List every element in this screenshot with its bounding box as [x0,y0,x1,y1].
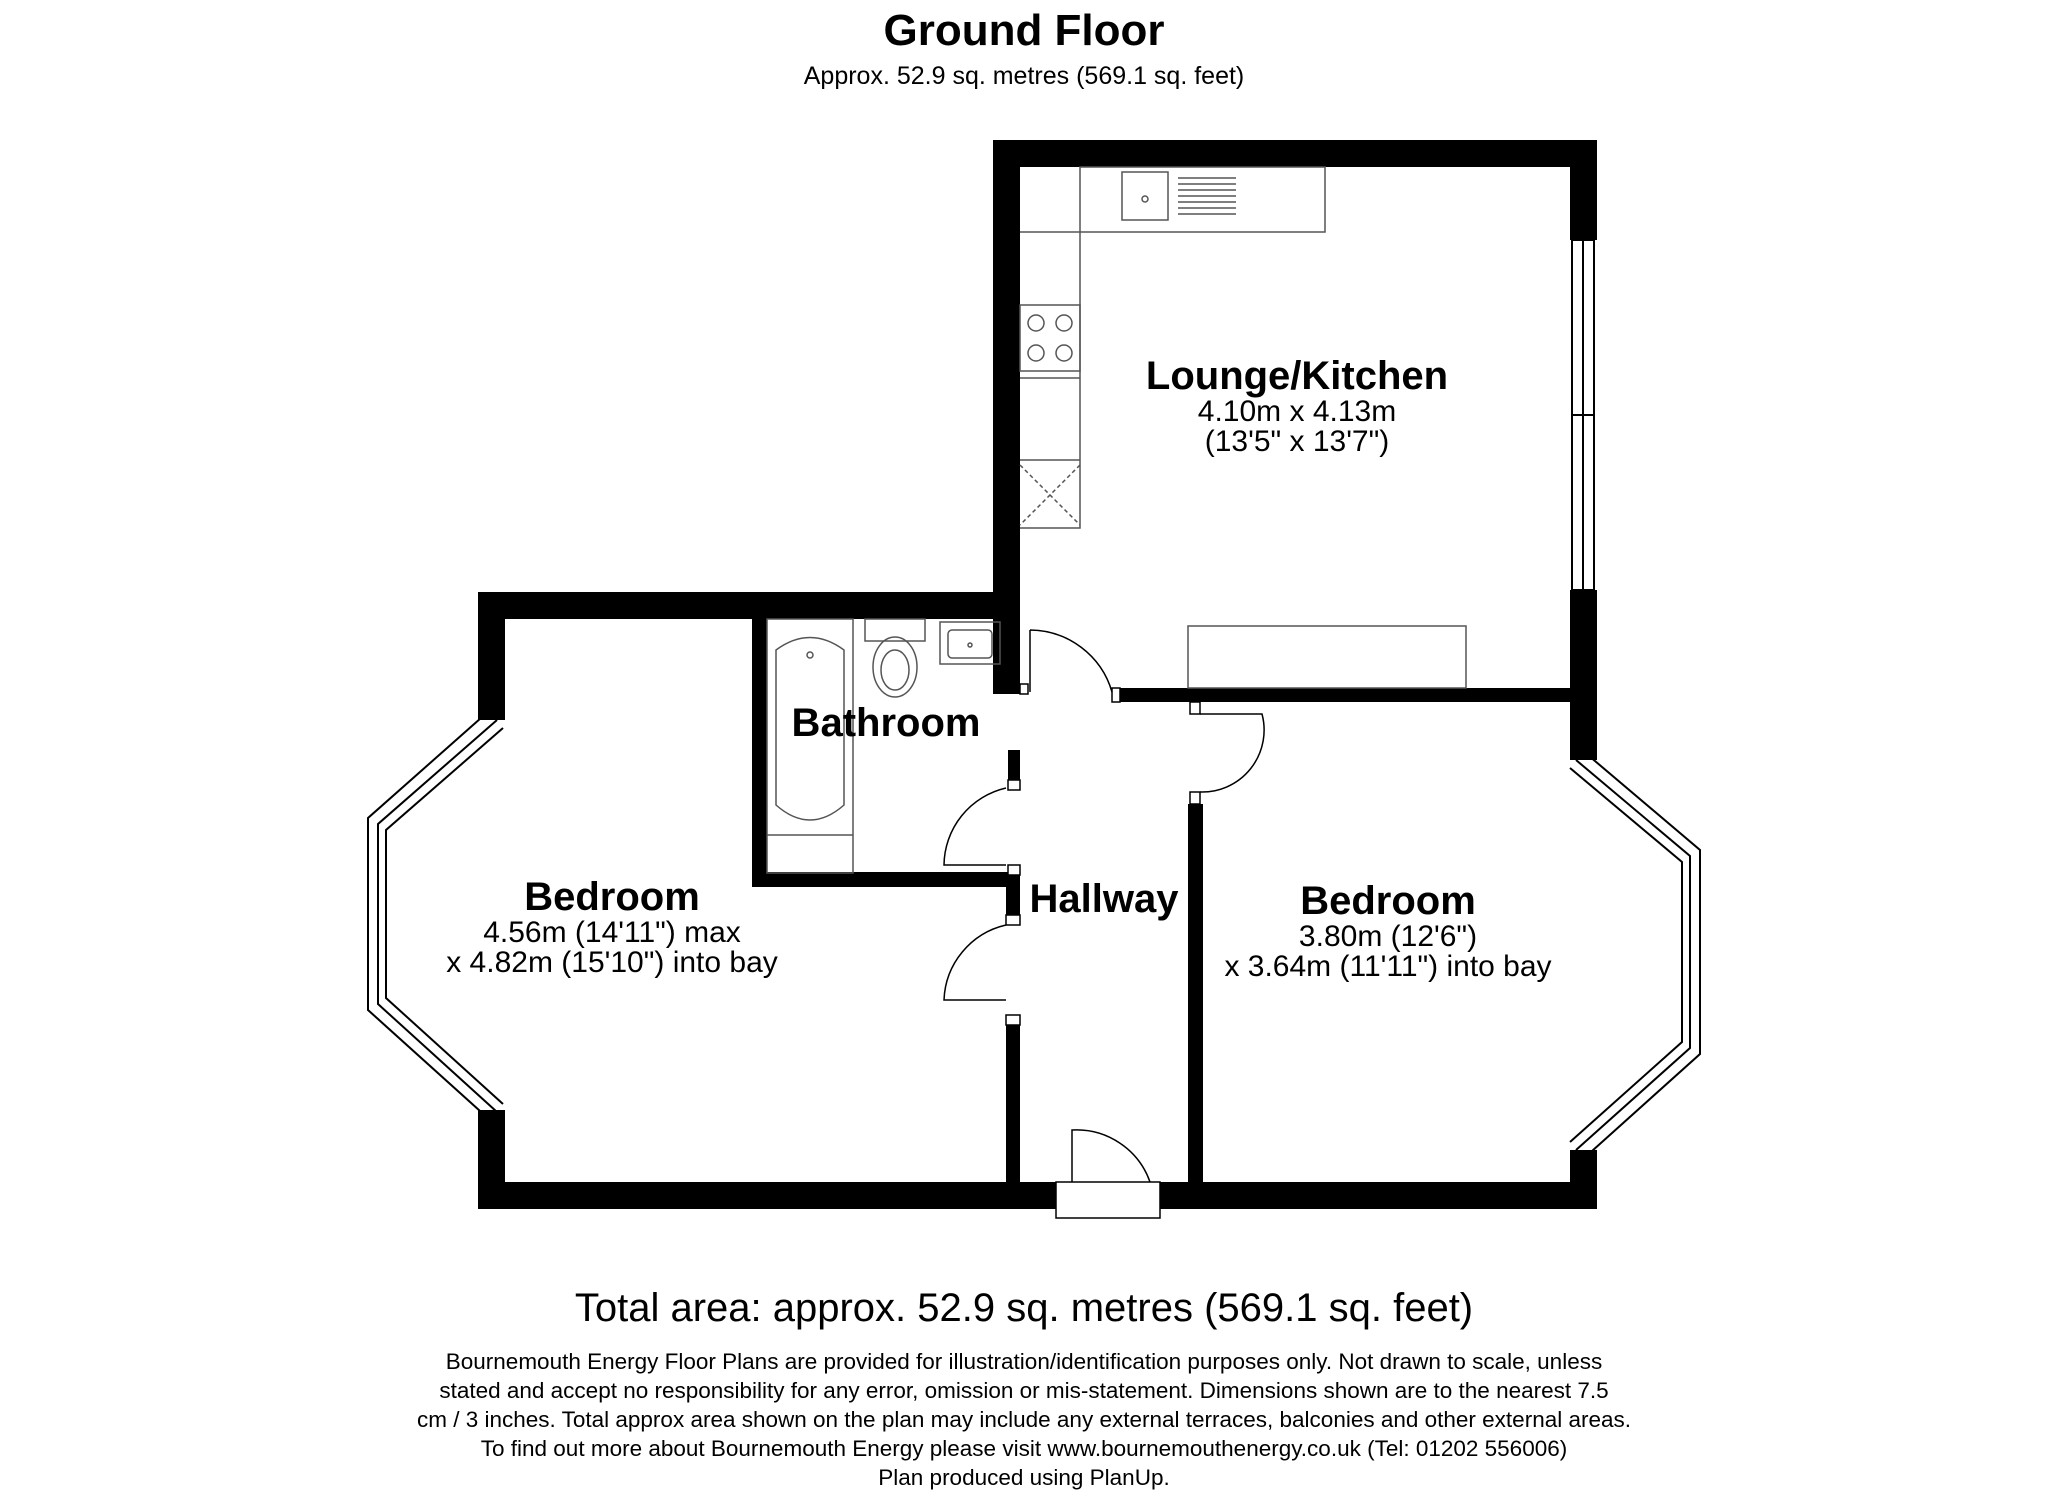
total-area: Total area: approx. 52.9 sq. metres (569.1 sq. feet) [574,1286,1474,1330]
room-name: Hallway [1029,877,1179,921]
wall [993,140,1597,167]
wall [1188,804,1203,1209]
disclaimer-line: stated and accept no responsibility for any error, omission or mis-statement. Dimensions shown are to the nearest 7.5 [439,1378,1609,1403]
room-dimensions: 4.10m x 4.13m [1197,395,1397,428]
room-dimensions: 3.80m (12'6") [1298,920,1478,953]
wall [1570,140,1597,240]
room-name: Bedroom [524,875,700,919]
disclaimer-line: Plan produced using PlanUp. [878,1465,1170,1490]
page-subtitle: Approx. 52.9 sq. metres (569.1 sq. feet) [803,62,1245,90]
doors [944,630,1264,1218]
room-bedroom-left [446,876,778,978]
wall [752,619,767,885]
drainer-icon [1178,178,1236,214]
door-swing [1030,630,1112,692]
toilet-icon [873,637,917,697]
room-name: Bedroom [1300,879,1476,923]
bay-window [1576,760,1690,1150]
room-bedroom-right [1224,880,1551,982]
wall [478,592,505,720]
wall [1120,688,1597,702]
door-jamb [1190,792,1200,804]
room-bathroom [792,702,981,744]
wall [1006,1025,1020,1209]
room-hallway [1030,878,1179,920]
room-name: Lounge/Kitchen [1145,354,1449,398]
sink-drain [1142,196,1148,202]
door-swing [944,788,1006,865]
fixtures [767,167,1466,873]
walls [478,140,1597,1209]
room-lounge-kitchen [1146,355,1448,457]
boiler-icon [1020,465,1080,525]
wall [1160,1182,1597,1209]
wall [478,592,1020,619]
wall [1006,887,1020,917]
door-jamb [1006,915,1020,925]
tv-unit [1188,626,1466,688]
page-title: Ground Floor [883,6,1165,55]
disclaimer-line: cm / 3 inches. Total approx area shown on the plan may include any external terraces, balconies and other external areas. [416,1407,1632,1432]
door-jamb [1190,702,1200,714]
door-swing [1072,1130,1150,1182]
room-dimensions: x 4.82m (15'10") into bay [446,946,778,979]
disclaimer-line: To find out more about Bournemouth Energy please visit www.bournemouthenergy.co.uk (Tel: 01202 556006) [480,1436,1568,1461]
door-jamb [1006,1015,1020,1025]
room-name: Bathroom [791,701,981,745]
disclaimer [0,1347,2048,1492]
kitchen-counter [1020,232,1080,528]
hob-icon [1020,305,1080,371]
door-jamb [1008,780,1020,790]
door-swing [944,925,1006,1000]
door-jamb [1008,865,1020,875]
wall [1570,590,1597,760]
door-jamb [1112,688,1120,702]
wall [478,1182,1056,1209]
door-swing [1200,714,1264,792]
door-jamb [1020,684,1028,694]
disclaimer-line: Bournemouth Energy Floor Plans are provided for illustration/identification purposes only. Not drawn to scale, unless [445,1349,1603,1374]
entrance-threshold [1056,1182,1160,1218]
wall [752,872,1020,887]
room-dimensions: (13'5" x 13'7") [1204,425,1390,458]
room-dimensions: x 3.64m (11'11") into bay [1224,950,1552,983]
room-dimensions: 4.56m (14'11") max [483,916,741,949]
kitchen-counter [1080,167,1325,232]
